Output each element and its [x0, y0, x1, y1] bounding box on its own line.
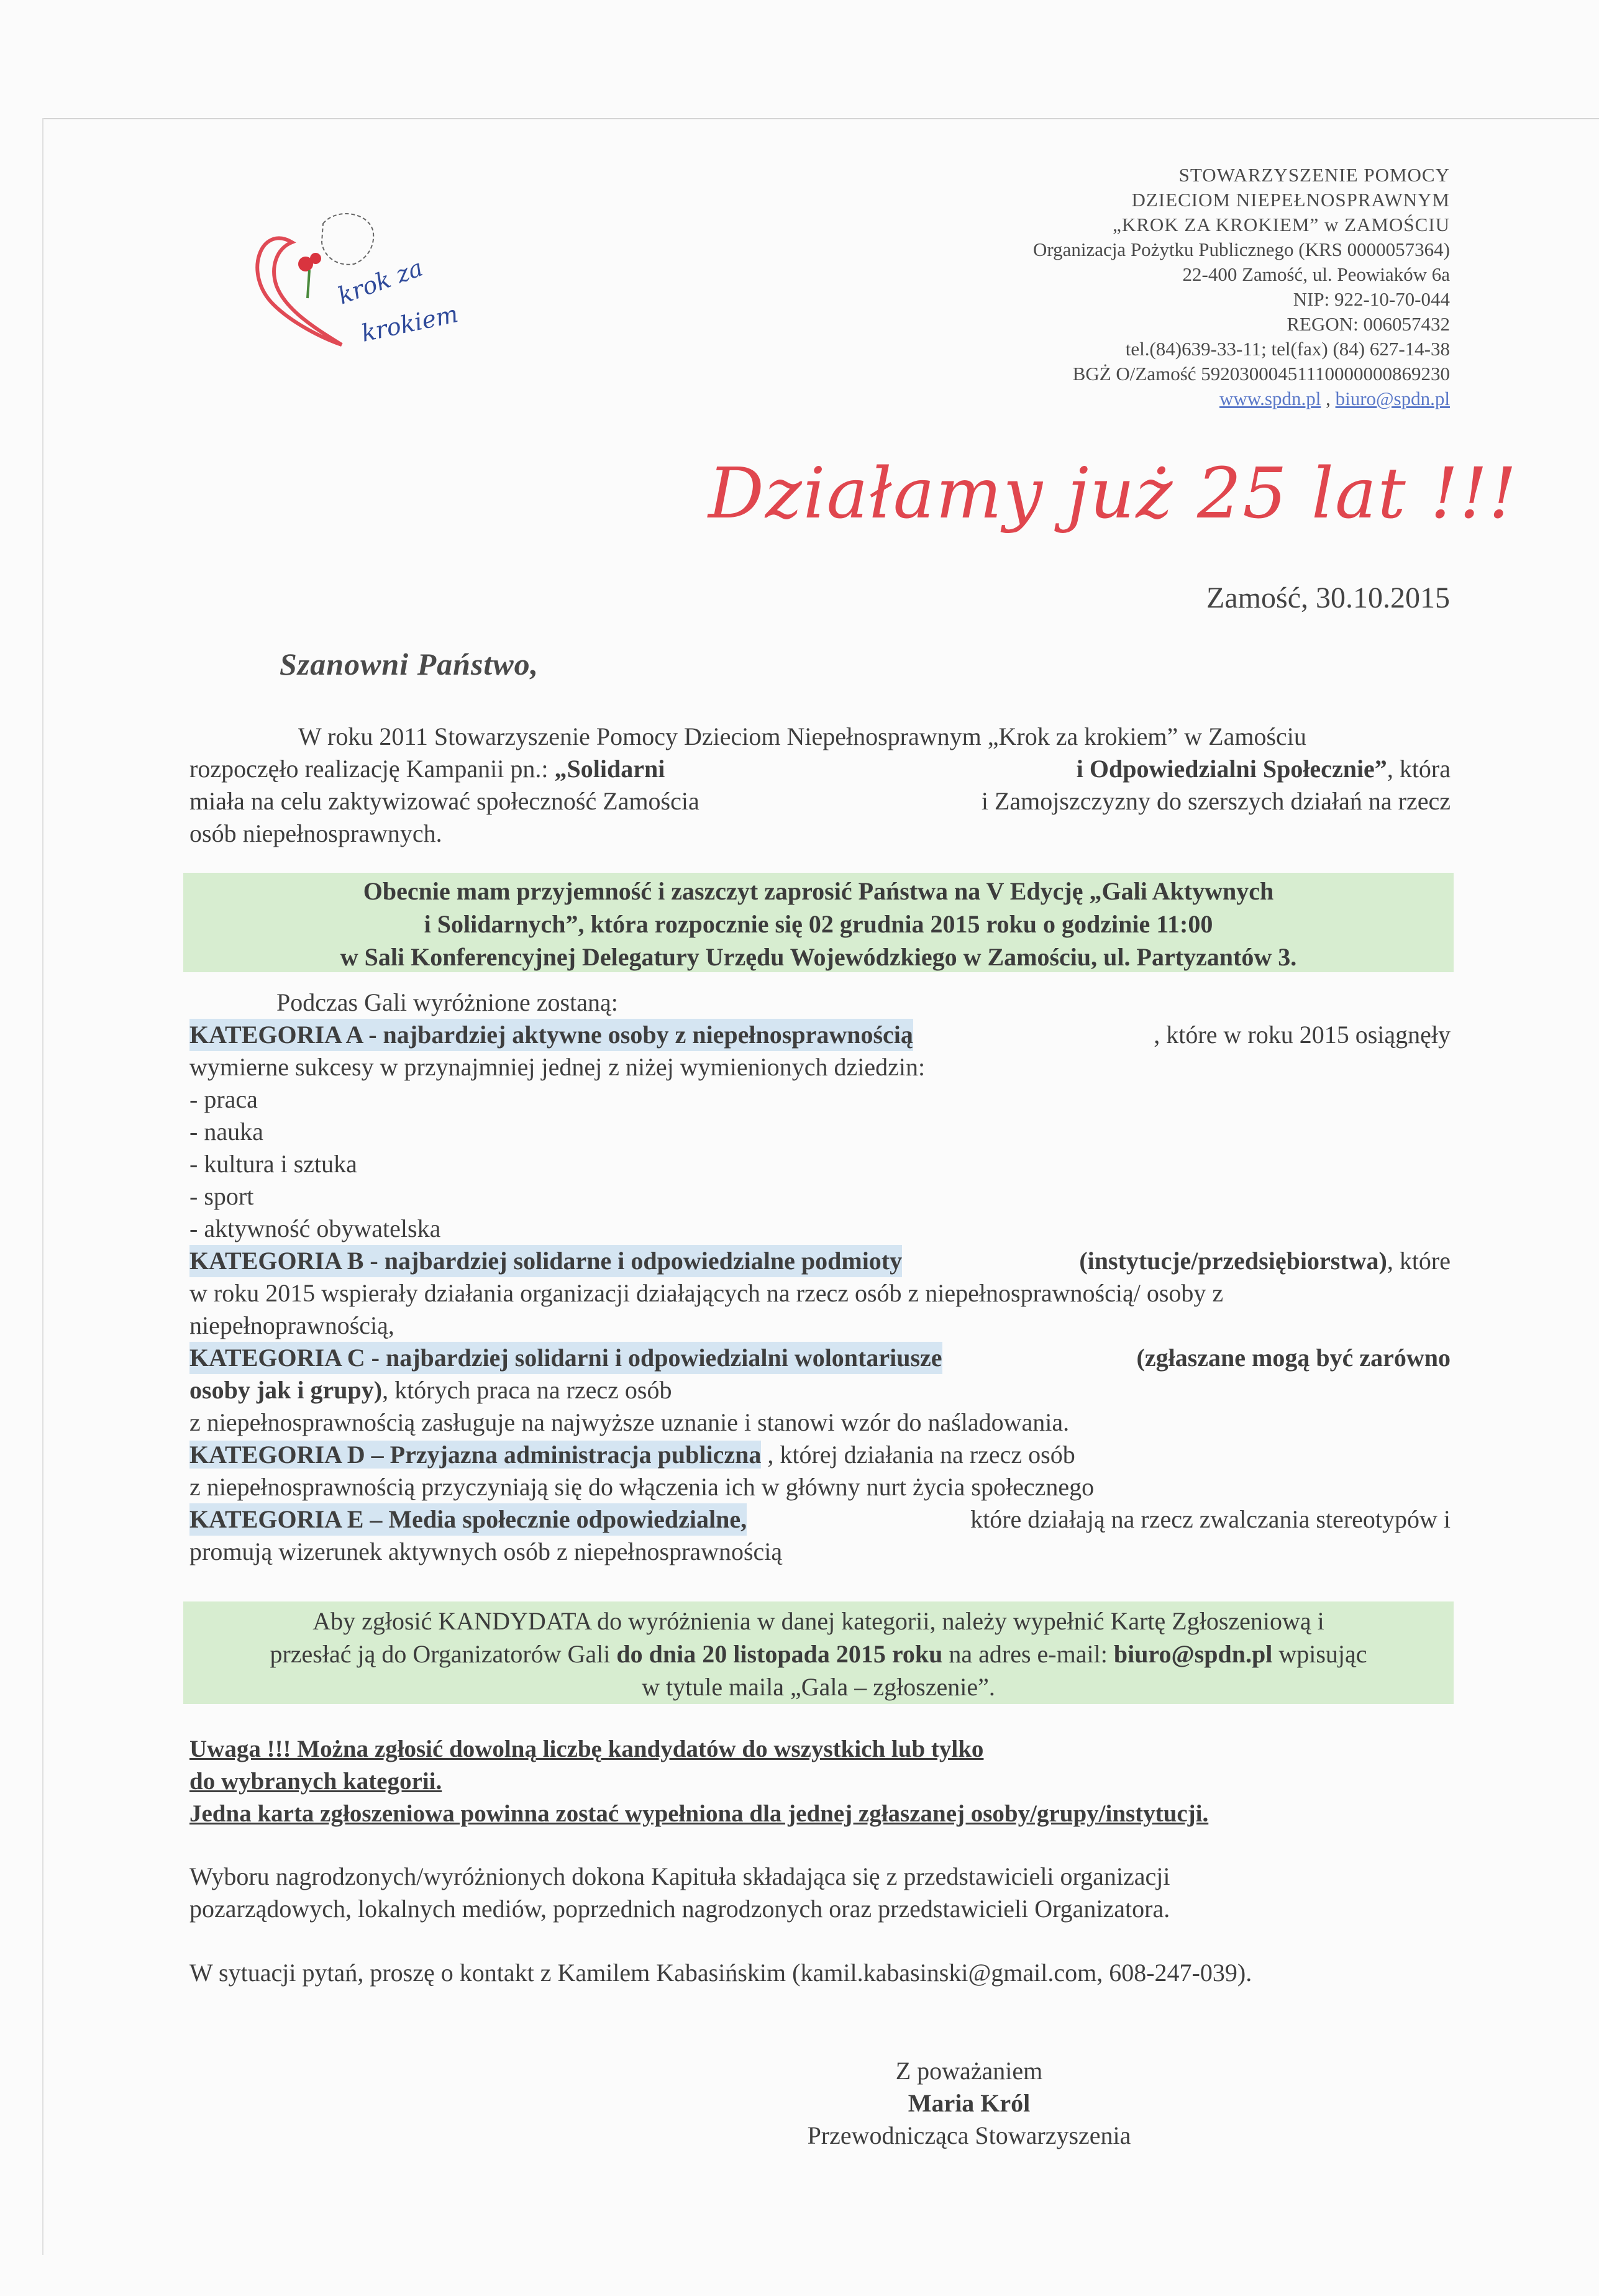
intro-paragraph — [189, 721, 1451, 850]
jury-paragraph — [189, 1861, 1451, 1925]
child-face-icon — [322, 214, 373, 265]
category-c-text: , których praca na rzecz osób — [382, 1376, 672, 1404]
intro-line: W roku 2011 Stowarzyszenie Pomocy Dzieciom Niepełnosprawnym „Krok za krokiem” w Zamościu — [298, 722, 1306, 750]
website-link[interactable]: www.spdn.pl — [1219, 388, 1321, 409]
category-e-title: KATEGORIA E – Media społecznie odpowiedzialne, — [189, 1503, 747, 1536]
category-b-bold: (instytucje/przedsiębiorstwa) — [1079, 1247, 1387, 1275]
jury-line: pozarządowych, lokalnych mediów, poprzednich nagrodzonych oraz przedstawicieli Organizatora. — [189, 1895, 1170, 1923]
note-line: do wybranych kategorii. — [189, 1768, 442, 1795]
category-b-text: niepełnoprawnością, — [189, 1311, 394, 1339]
invitation-line: Obecnie mam przyjemność i zaszczyt zaprosić Państwa na V Edycję „Gali Aktywnych — [363, 877, 1274, 905]
invitation-line: i Solidarnych”, która rozpocznie się 02 grudnia 2015 roku o godzinie 11:00 — [424, 910, 1213, 938]
application-line: Aby zgłosić KANDYDATA do wyróżnienia w danej kategorii, należy wypełnić Kartę Zgłoszeniową i — [312, 1607, 1324, 1635]
intro-text: osób niepełnosprawnych. — [189, 819, 442, 847]
application-box — [183, 1601, 1454, 1704]
category-d-title: KATEGORIA D – Przyjazna administracja publiczna — [189, 1441, 762, 1469]
heart-outline-icon — [257, 238, 342, 345]
organization-header — [642, 163, 1450, 411]
category-a-item: - kultura i sztuka — [189, 1150, 357, 1178]
application-text: przesłać ją do Organizatorów Gali — [270, 1640, 617, 1668]
application-email: biuro@spdn.pl — [1113, 1640, 1273, 1668]
org-line: „KROK ZA KROKIEM” w ZAMOŚCIU — [1113, 214, 1450, 235]
categories-section — [189, 986, 1451, 1568]
category-b-text: w roku 2015 wspierały działania organizacji działających na rzecz osób z niepełnosprawnością/ osoby z — [189, 1279, 1224, 1307]
category-a-text: wymierne sukcesy w przynajmniej jednej z niżej wymienionych dziedzin: — [189, 1053, 926, 1081]
category-e-text: które działają na rzecz zwalczania stereotypów i — [970, 1505, 1451, 1533]
category-d-text: z niepełnosprawnością przyczyniają się do włączenia ich w główny nurt życia społecznego — [189, 1473, 1095, 1501]
letter-date: Zamość, 30.10.2015 — [1206, 581, 1450, 614]
category-d-text: , której działania na rzecz osób — [761, 1441, 1075, 1469]
category-c-bold: (zgłaszane mogą być zarówno — [1136, 1344, 1451, 1372]
org-line: NIP: 922-10-70-044 — [1293, 288, 1450, 310]
org-line: 22-400 Zamość, ul. Peowiaków 6a — [1182, 263, 1450, 285]
contact-line: W sytuacji pytań, proszę o kontakt z Kamilem Kabasińskim (kamil.kabasinski@gmail.com, 608-247-039). — [189, 1959, 1252, 1987]
category-a-item: - aktywność obywatelska — [189, 1214, 441, 1242]
org-line: REGON: 006057432 — [1287, 313, 1450, 335]
category-a-title: KATEGORIA A - najbardziej aktywne osoby z niepełnosprawnością — [189, 1019, 913, 1051]
intro-text: i Zamojszczyzny do szerszych działań na rzecz — [981, 787, 1451, 815]
email-link[interactable]: biuro@spdn.pl — [1335, 388, 1450, 409]
contact-paragraph — [189, 1957, 1451, 1989]
category-b-title: KATEGORIA B - najbardziej solidarne i odpowiedzialne podmioty — [189, 1245, 902, 1277]
signature-block — [767, 2055, 1171, 2152]
intro-text: , która — [1387, 755, 1451, 783]
logo-text-krokiem: krokiem — [358, 299, 461, 347]
category-a-text: , które w roku 2015 osiągnęły — [1154, 1021, 1451, 1049]
category-a-item: - nauka — [189, 1118, 263, 1146]
note-section — [189, 1733, 1451, 1830]
greeting: Szanowni Państwo, — [280, 647, 539, 681]
scan-border-top — [43, 118, 1599, 119]
scan-border-left — [42, 118, 43, 2255]
category-a-item: - sport — [189, 1182, 254, 1210]
invitation-line: w Sali Konferencyjnej Delegatury Urzędu Wojewódzkiego w Zamościu, ul. Partyzantów 3. — [340, 943, 1297, 971]
org-line: Organizacja Pożytku Publicznego (KRS 0000057364) — [1033, 239, 1450, 260]
category-c-bold: osoby jak i grupy) — [189, 1376, 383, 1404]
category-a-item: - praca — [189, 1085, 258, 1113]
org-line: DZIECIOM NIEPEŁNOSPRAWNYM — [1131, 189, 1450, 211]
note-line: Jedna karta zgłoszeniowa powinna zostać wypełniona dla jednej zgłaszanej osoby/grupy/instytucji. — [189, 1800, 1209, 1827]
categories-intro: Podczas Gali wyróżnione zostaną: — [276, 988, 618, 1016]
category-b-text: , które — [1387, 1247, 1451, 1275]
category-e-text: promują wizerunek aktywnych osób z niepełnosprawnością — [189, 1538, 783, 1565]
signature-closing: Z poważaniem — [895, 2057, 1043, 2085]
campaign-name-part: „Solidarni — [554, 755, 665, 783]
signature-name: Maria Król — [908, 2089, 1031, 2117]
deadline: do dnia 20 listopada 2015 roku — [616, 1640, 943, 1668]
org-line: tel.(84)639-33-11; tel(fax) (84) 627-14-38 — [1125, 338, 1450, 360]
signature-role: Przewodnicząca Stowarzyszenia — [807, 2121, 1131, 2149]
invitation-box — [183, 873, 1454, 972]
category-c-title: KATEGORIA C - najbardziej solidarni i odpowiedzialni wolontariusze — [189, 1342, 942, 1374]
org-line: STOWARZYSZENIE POMOCY — [1178, 164, 1450, 186]
link-separator: , — [1321, 388, 1336, 409]
application-line: w tytule maila „Gala – zgłoszenie”. — [642, 1673, 995, 1701]
application-text: wpisując — [1272, 1640, 1367, 1668]
campaign-name-part: i Odpowiedzialni Społecznie” — [1076, 755, 1387, 783]
logo-text-krok: krok za — [334, 253, 427, 310]
org-line: BGŻ O/Zamość 59203000451110000000869230 — [1072, 363, 1450, 385]
jury-line: Wyboru nagrodzonych/wyróżnionych dokona Kapituła składająca się z przedstawicieli organizacji — [189, 1862, 1170, 1890]
note-line: Uwaga !!! Można zgłosić dowolną liczbę kandydatów do wszystkich lub tylko — [189, 1736, 984, 1762]
category-c-text: z niepełnosprawnością zasługuje na najwyższe uznanie i stanowi wzór do naśladowania. — [189, 1408, 1070, 1436]
application-text: na adres e-mail: — [942, 1640, 1114, 1668]
intro-text: rozpoczęło realizację Kampanii pn.: — [189, 755, 555, 783]
intro-text: miała na celu zaktywizować społeczność Zamościa — [189, 787, 699, 815]
slogan: Działamy już 25 lat !!! — [708, 453, 1518, 534]
organization-logo — [248, 199, 509, 360]
